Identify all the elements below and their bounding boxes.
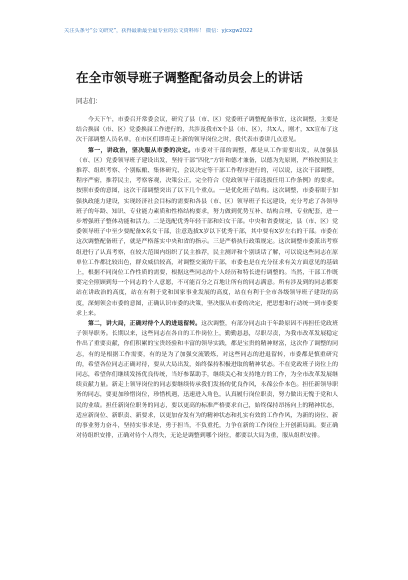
- section-heading: 第一，讲政治，坚决服从市委的决定。: [88, 147, 195, 154]
- section-heading: 第二，讲大局，正确对待个人的进退留转。: [88, 321, 202, 328]
- paragraph-text: 市委对干部的调整，都是从工作需要出发，从加强县（市、区）党委领导班子建设出发，坚持干部“四化”方针和德才兼备，以德为先原则，严格按照民主推荐、组织考察、个别酝酿、集体研究、会议决定等干部工作程序进行的，可以说，这次干部调整，程序严密，推荐民主，考察客观，决策公正，完全符合《党政领导干部选拔任用工作条例》的要求。按照市委的意图，这次干部调整突出了以下几个重点。一是优化班子结构。这次调整，市委着眼于加强执政能力建设，实现经济社会目标的需要和各县（市、区）领导班子长远建设，充分考虑了各领导班子的年龄、知识、专业能力素质和性格结构要求，努力做到优势互补、结构合理、专业配套，进一步增强班子整体功能和活力。二是选配优秀年轻干部和妇女干部。中央和省委规定，县（市、区）党委领导班子中至少要配备X名女干部，注意选拔X岁以下优秀干部，其中要有X岁左右的干部。市委在这次调整配备班子，就是严格落实中央和省的指示。三是严格执行政策规定。这次调整市委派出考察组进行了认真考察，在较大范围内组织了民主推荐，民主测评和个别谈话了解，可以说这些同志在原单位工作都比较出色，群众威信较高，对调整交流的干部，市委也是在充分征求有关方面意见的基础上，根据不同岗位工作性质的需要，根据这些同志的个人经历和特长进行调整的。当然，干部工作既要完全照顾到每一个同志的个人意愿，不可能百分之百地让所有的同志满意。所有涉及到的同志都要站在讲政治的高度，站在有利于党和国家事业发展的高度，站在有利于全市各级领导班子建设的高度，深刻领会市委的意图，正确认识市委的决策，坚决服从市委的决定，把思想和行动统一到市委要求上来。: [76, 147, 338, 317]
- paragraph: [76, 146, 338, 319]
- paragraph-text: 今天下午，市委召开常委会议，研究了县（市、区）党委班子调整配备事宜，这次调整，主要是结合换届（市、区）党委换届工作进行的，共涉及我市X个县（市、区），共X人，刚才，XX宣布了这次干部调整人员名单，在市区们即将走上新的领导岗位之时，我代表市委讲几点意见。: [76, 117, 338, 144]
- header-note: 关注头条号“公文研究”，获得最新最全最专业的公文资料库！ 微信：yjcxgw2022: [64, 28, 253, 34]
- salutation: 同志们：: [76, 97, 102, 105]
- paragraph: [76, 115, 338, 146]
- paragraph: [76, 319, 338, 441]
- document-title: 在全市领导班子调整配备动员会上的讲话: [76, 70, 303, 85]
- paragraph-text: 这次调整，有部分同志由于年龄原因不再担任党政班子领导职务。长期以来，这些同志在各自的工作岗位上，勤勤恳恳，尽职尽责，为我市改革发展稳定作出了重要贡献，你们积累的宝贵经验和丰富的领导实践，都是宝贵的精神财富，这次作了调整的同志，有的是根据工作需要，有的是为了加强交流锻炼，对这些同志的进退留转，市委都是慎重研究的，希望各位同志正确对待，要从大局出发，始终保持积极进取的精神状态。不在党政班子岗位上的同志，希望你们继续发扬优良传统，当好参谋助手，继续关心和支持地方的工作，为全市改革发展继续贡献力量。新走上领导岗位的同志要继续传承我们发扬的优良作风，永葆公仆本色。担任新领导职务的同志，要更加珍惜岗位，珍惜机遇，迅速进入角色，认真履行岗位职责，努力做出无愧于党和人民的业绩。担任新岗位职务的同志，要以更高的标准严格要求自己，始终保持昂扬向上的精神状态，适应新岗位、新职责、新要求，以更加奋发有为的精神状态和扎实有效的工作作风，为新的岗位、新的事业努力奋斗，坚持实事求是，勇于担当，不负重托，力争在新的工作岗位上开创新局面。要正确对待组织安排，正确对待个人得失，无论是调整到哪个岗位，都要以大局为重，服从组织安排。: [76, 321, 338, 440]
- document-body: [76, 115, 338, 570]
